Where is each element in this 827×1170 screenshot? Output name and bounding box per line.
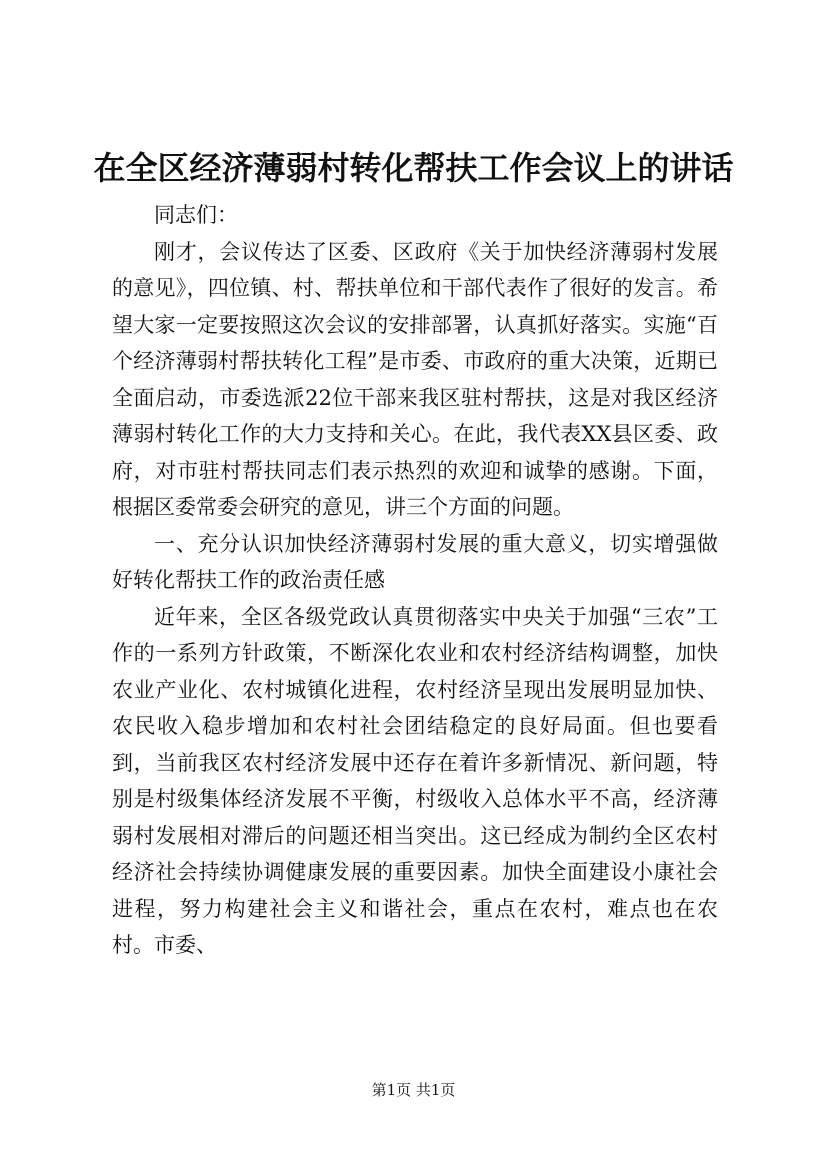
document-title: 在全区经济薄弱村转化帮扶工作会议上的讲话 — [93, 149, 734, 187]
section-1-paragraph: 近年来，全区各级党政认真贯彻落实中央关于加强“三农”工作的一系列方针政策，不断深化农业和农村经济结构调整，加快农业产业化、农村城镇化进程，农村经济呈现出发展明显加快、农民收入稳步增加和农村社会团结稳定的良好局面。但也要看到，当前我区农村经济发展中还存在着许多新情况、新问题，特别是村级集体经济发展不平衡，村级收入总体水平不高，经济薄弱村发展相对滞后的问题还相当突出。这已经成为制约全区农村经济社会持续协调健康发展的重要因素。加快全面建设小康社会进程，努力构建社会主义和谐社会，重点在农村，难点也在农村。市委、 — [112, 604, 718, 957]
section-heading-1: 一、充分认识加快经济薄弱村发展的重大意义，切实增强做好转化帮扶工作的政治责任感 — [112, 531, 718, 592]
page-footer: 第1页 共1页 — [371, 1081, 456, 1099]
salutation-paragraph: 同志们： — [154, 203, 238, 227]
intro-paragraph: 刚才，会议传达了区委、区政府《关于加快经济薄弱村发展的意见》，四位镇、村、帮扶单位和干部代表作了很好的发言。希望大家一定要按照这次会议的安排部署，认真抓好落实。实施“百个经济薄弱村帮扶转化工程”是市委、市政府的重大决策，近期已全面启动，市委选派22位干部来我区驻村帮扶，这是对我区经济薄弱村转化工作的大力支持和关心。在此，我代表XX县区委、政府，对市驻村帮扶同志们表示热烈的欢迎和诚挚的感谢。下面，根据区委常委会研究的意见，讲三个方面的问题。 — [112, 239, 718, 519]
document-body — [112, 197, 718, 964]
